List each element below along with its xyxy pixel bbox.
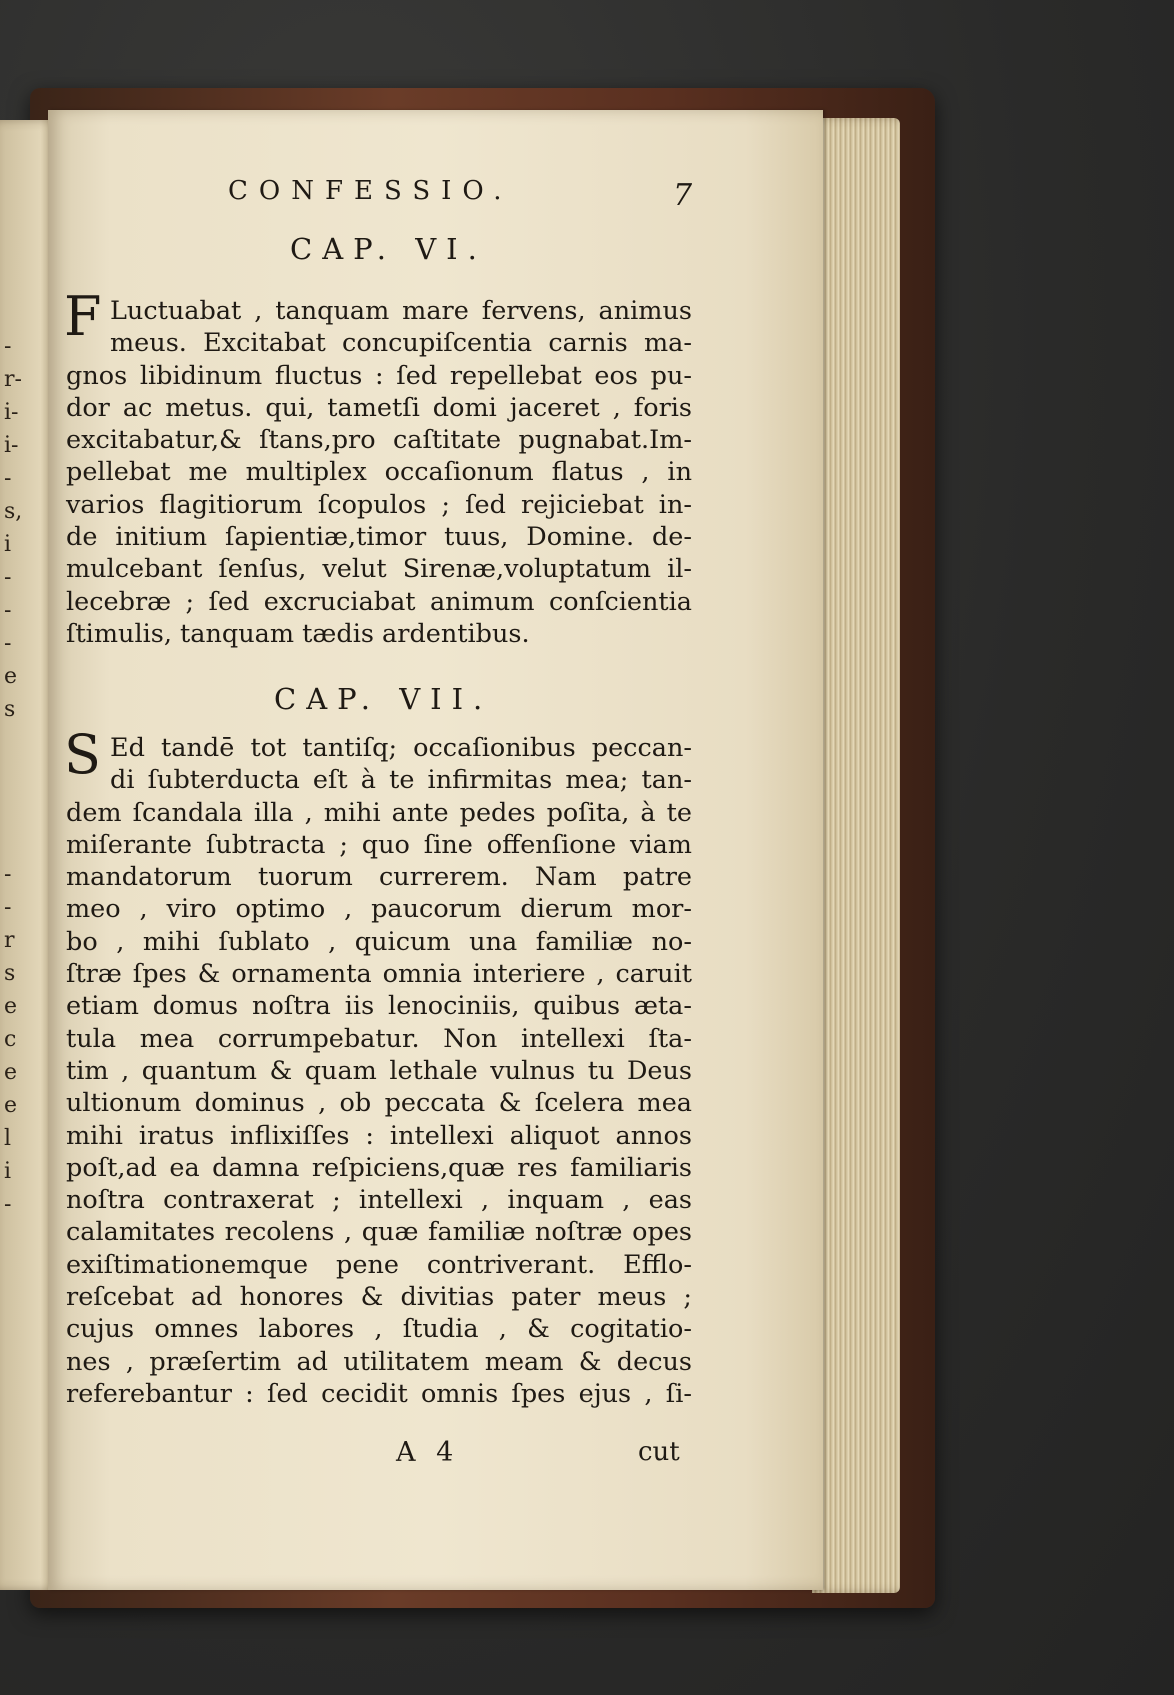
page-edges (812, 118, 900, 1593)
left-fragment: - (4, 895, 12, 920)
left-fragment: - (4, 334, 12, 359)
left-fragment (4, 759, 24, 792)
left-fragment: l (4, 1126, 12, 1151)
text-line: gnos libidinum fluctus : ſed repellebat eos pu- (66, 360, 692, 391)
left-fragment: i- (4, 433, 19, 458)
left-fragment: i (4, 1159, 12, 1184)
left-fragment (4, 792, 24, 825)
left-fragment: e (4, 1093, 18, 1118)
text-line: referebantur : ſed cecidit omnis ſpes ejus , ſi- (66, 1378, 692, 1409)
left-fragment: - (4, 862, 12, 887)
text-line: excitabatur,& ſtans,pro caſtitate pugnabat.Im- (66, 425, 692, 456)
text-line: tim , quantum & quam lethale vulnus tu Deus (66, 1055, 692, 1086)
left-fragment: r (4, 928, 15, 953)
chapter-heading-vii: CAP. VII. (274, 682, 493, 716)
text-line: mulcebant ſenſus, velut Sirenæ,voluptatum il- (66, 554, 692, 585)
text-line: exiſtimationemque pene contriverant. Efflo- (66, 1249, 692, 1280)
left-fragment: - (4, 565, 12, 590)
text-line: poſt,ad ea damna reſpiciens,quæ res familiaris (66, 1152, 692, 1183)
text-line: di ſubterducta eſt à te infirmitas mea; tan- (110, 765, 692, 796)
text-line: ultionum dominus , ob peccata & ſcelera mea (66, 1088, 692, 1119)
text-line: noſtra contraxerat ; intellexi , inquam , eas (66, 1185, 692, 1216)
left-fragment (4, 825, 24, 858)
left-fragment: r- (4, 367, 22, 392)
left-page-fragments (4, 330, 24, 1221)
left-fragment: c (4, 1027, 17, 1052)
text-line: Ed tandē tot tantiſq; occaſionibus peccan- (110, 733, 692, 763)
text-line: lecebræ ; ſed excruciabat animum conſcientia (66, 586, 692, 617)
text-line: etiam domus noſtra iis lenociniis, quibus æta- (66, 991, 692, 1022)
text-line: pellebat me multiplex occaſionum flatus , in (66, 457, 692, 488)
text-line: dor ac metus. qui, tametſi domi jaceret , foris (66, 392, 692, 423)
text-line: tula mea corrumpebatur. Non intellexi ſta- (66, 1023, 692, 1054)
left-fragment: e (4, 994, 18, 1019)
left-fragment: - (4, 1192, 12, 1217)
left-fragment: i (4, 532, 12, 557)
text-line: meo , viro optimo , paucorum dierum mor- (66, 894, 692, 925)
running-head: CONFESSIO. (228, 176, 513, 206)
text-line: mandatorum tuorum currerem. Nam patre (66, 862, 692, 893)
left-fragment: s (4, 961, 16, 986)
text-line: ſtræ ſpes & ornamenta omnia interiere , caruit (66, 959, 692, 990)
left-fragment: e (4, 664, 18, 689)
drop-cap-f: F (64, 285, 102, 348)
text-line: bo , mihi ſublato , quicum una familiæ no- (66, 926, 692, 957)
text-line: dem ſcandala illa , mihi ante pedes poſita, à te (66, 797, 692, 828)
text-line: mihi iratus inflixiſſes : intellexi aliquot annos (66, 1120, 692, 1151)
chapter-heading-vi: CAP. VI. (290, 232, 487, 266)
left-fragment: e (4, 1060, 18, 1085)
chapter-vi-paragraph (66, 295, 692, 650)
left-fragment: - (4, 466, 12, 491)
text-line: Luctuabat , tanquam mare fervens, animus (110, 296, 692, 326)
text-line: calamitates recolens , quæ familiæ noſtræ opes (66, 1217, 692, 1248)
text-line: miſerante ſubtracta ; quo ſine offenſione viam (66, 829, 692, 860)
drop-cap-s: S (64, 723, 101, 786)
text-line: de initium ſapientiæ,timor tuus, Domine. de- (66, 522, 692, 553)
text-line: reſcebat ad honores & divitias pater meus ; (66, 1282, 692, 1313)
left-fragment: s (4, 697, 16, 722)
page-number: 7 (673, 178, 693, 213)
left-fragment: i- (4, 400, 19, 425)
text-line: meus. Excitabat concupiſcentia carnis ma- (110, 328, 692, 359)
text-line: ſtimulis, tanquam tædis ardentibus. (66, 618, 530, 649)
signature-mark: A 4 (396, 1437, 460, 1468)
left-fragment (4, 726, 24, 759)
left-fragment: - (4, 631, 12, 656)
left-fragment: - (4, 598, 12, 623)
catchword: cut (638, 1437, 680, 1467)
left-fragment: s, (4, 499, 23, 524)
text-line: nes , præſertim ad utilitatem meam & decus (66, 1346, 692, 1377)
text-line: cujus omnes labores , ſtudia , & cogitatio- (66, 1314, 692, 1345)
text-line: varios flagitiorum ſcopulos ; ſed rejiciebat in- (66, 489, 692, 520)
chapter-vii-paragraph (66, 732, 692, 1410)
